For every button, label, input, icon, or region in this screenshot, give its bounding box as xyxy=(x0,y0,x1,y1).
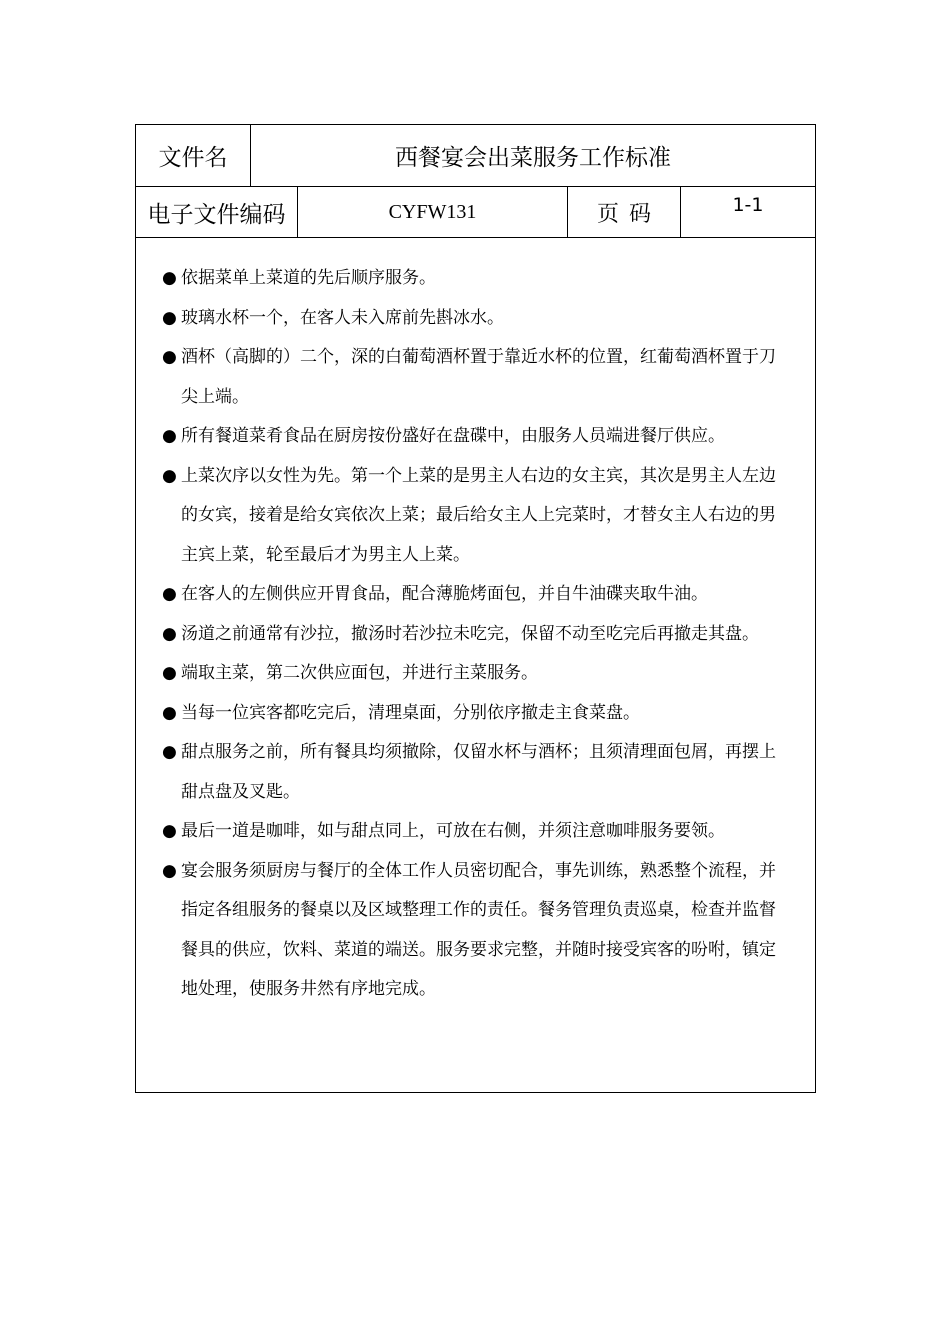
list-item xyxy=(162,733,792,812)
list-item xyxy=(162,694,792,734)
list-item-text: 甜点服务之前，所有餐具均须撤除，仅留水杯与酒杯；且须清理面包屑，再摆上甜点盘及叉匙。 xyxy=(181,742,776,802)
document-table xyxy=(135,124,816,1093)
list-item-text: 酒杯（高脚的）二个，深的白葡萄酒杯置于靠近水杯的位置，红葡萄酒杯置于刀尖上端。 xyxy=(181,347,776,407)
list-item-text: 最后一道是咖啡，如与甜点同上，可放在右侧，并须注意咖啡服务要领。 xyxy=(181,821,725,841)
file-name-value: 西餐宴会出菜服务工作标准 xyxy=(395,145,671,171)
bullet-icon: ● xyxy=(162,623,177,644)
bullet-icon: ● xyxy=(162,347,177,367)
list-item xyxy=(162,299,792,339)
list-item-text: 依据菜单上菜道的先后顺序服务。 xyxy=(181,268,436,288)
page-label: 页码 xyxy=(568,187,681,237)
bullet-icon: ● xyxy=(162,307,177,328)
code-value: CYFW131 xyxy=(298,187,568,237)
list-item xyxy=(162,615,792,655)
list-item-text: 汤道之前通常有沙拉，撤汤时若沙拉未吃完，保留不动至吃完后再撤走其盘。 xyxy=(181,623,759,644)
header-row-code xyxy=(136,187,815,238)
list-item-text: 玻璃水杯一个，在客人未入席前先斟冰水。 xyxy=(181,307,504,328)
list-item xyxy=(162,812,792,852)
list-item-text: 宴会服务须厨房与餐厅的全体工作人员密切配合，事先训练，熟悉整个流程，并指定各组服务的餐桌以及区域整理工作的责任。餐务管理负责巡桌，检查并监督餐具的供应，饮料、菜道的端送。服务要求完整，并随时接受宾客的吩咐，镇定地处理，使服务井然有序地完成。 xyxy=(181,860,776,999)
bullet-icon: ● xyxy=(162,584,177,604)
bullet-icon: ● xyxy=(162,268,177,288)
list-item-text: 所有餐道菜肴食品在厨房按份盛好在盘碟中，由服务人员端进餐厅供应。 xyxy=(181,426,725,446)
list-item xyxy=(162,852,792,1010)
standard-content-list xyxy=(162,259,792,1010)
list-item-text: 端取主菜，第二次供应面包，并进行主菜服务。 xyxy=(181,663,538,683)
list-item-text: 在客人的左侧供应开胃食品，配合薄脆烤面包，并自牛油碟夹取牛油。 xyxy=(181,584,708,604)
list-item-text: 上菜次序以女性为先。第一个上菜的是男主人右边的女主宾，其次是男主人左边的女宾，接着是给女宾依次上菜；最后给女主人上完菜时，才替女主人右边的男主宾上菜，轮至最后才为男主人上菜。 xyxy=(181,465,776,565)
bullet-icon: ● xyxy=(162,663,177,683)
bullet-icon: ● xyxy=(162,860,177,881)
bullet-icon: ● xyxy=(162,465,177,486)
bullet-icon: ● xyxy=(162,426,177,446)
file-name-label: 文件名 xyxy=(136,125,251,186)
list-item xyxy=(162,457,792,576)
page-value: 1-1 xyxy=(732,194,764,216)
header-row-title xyxy=(136,125,815,187)
bullet-icon: ● xyxy=(162,821,177,841)
bullet-icon: ● xyxy=(162,702,177,723)
list-item xyxy=(162,575,792,615)
list-item-text: 当每一位宾客都吃完后，清理桌面，分别依序撤走主食菜盘。 xyxy=(181,702,640,723)
list-item xyxy=(162,259,792,299)
bullet-icon: ● xyxy=(162,742,177,762)
code-label: 电子文件编码 xyxy=(136,187,298,237)
list-item xyxy=(162,417,792,457)
list-item xyxy=(162,654,792,694)
list-item xyxy=(162,338,792,417)
